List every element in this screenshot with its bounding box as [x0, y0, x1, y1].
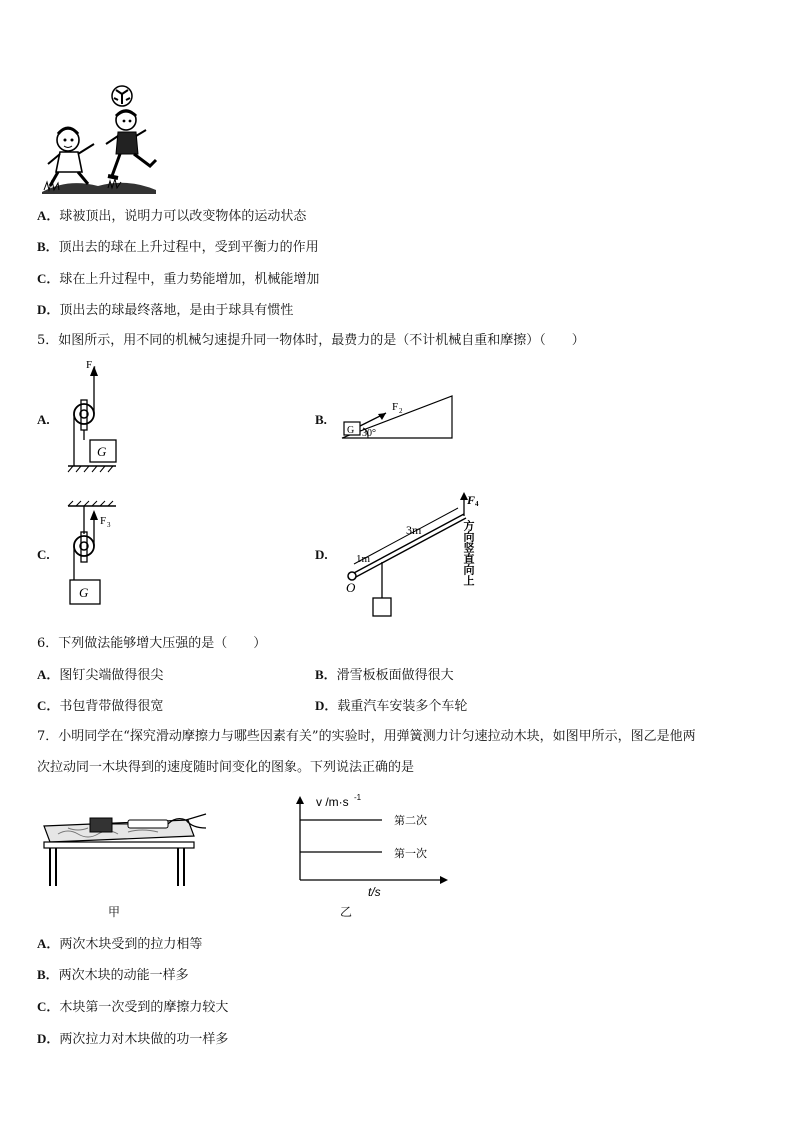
option-text: 两次拉力对木块做的功一样多	[59, 1032, 229, 1047]
force-direction-note: 方向竖直向上	[462, 520, 474, 586]
force-label: F	[467, 493, 476, 507]
q6-option-a	[37, 666, 163, 685]
q5-movable-pulley-figure	[64, 356, 122, 478]
graph-x-label: t/s	[368, 885, 381, 899]
short-arm-label: 1m	[356, 553, 371, 565]
q6-stem: 6．下列做法能够增大压强的是（ ）	[37, 636, 267, 651]
graph-y-label: v /m·s	[316, 795, 349, 809]
q7-option-b	[37, 966, 189, 985]
force-label: F	[86, 359, 93, 371]
option-label: C．	[37, 698, 60, 713]
q4-option-c	[37, 270, 319, 289]
option-text: 书包背带做得很宽	[59, 699, 164, 714]
q7-velocity-time-graph	[290, 788, 450, 900]
option-label: A．	[37, 208, 60, 223]
option-label: A．	[37, 936, 60, 951]
q5-option-b-label: B.	[315, 412, 327, 427]
force-label: F	[100, 515, 107, 527]
q7-option-a	[37, 935, 202, 954]
q5-fixed-pulley-figure	[64, 500, 122, 610]
option-label: B．	[37, 239, 59, 254]
q6-option-b	[315, 666, 454, 685]
weight-label: G	[347, 425, 355, 436]
q4-option-b	[37, 238, 319, 257]
option-label: D．	[315, 698, 338, 713]
q7-figure-a-caption: 甲	[108, 905, 121, 919]
q5-option-a-label: A.	[37, 412, 50, 427]
q6-option-d	[315, 697, 467, 716]
q6-option-c	[37, 697, 163, 716]
graph-y-label-exponent: -1	[354, 793, 362, 802]
q4-option-d	[37, 301, 293, 320]
q4-soccer-illustration	[38, 82, 160, 197]
q5-option-d-label: D.	[315, 547, 328, 562]
q4-option-a	[37, 207, 306, 226]
option-text: 球在上升过程中，重力势能增加，机械能增加	[59, 272, 320, 287]
q5-lever-figure	[340, 492, 485, 620]
angle-label: 30°	[362, 428, 376, 439]
q5-incline-figure	[338, 392, 458, 442]
weight-label: G	[79, 585, 89, 600]
graph-legend-second: 第二次	[394, 814, 427, 827]
q7-stem-line-2: 次拉动同一木块得到的速度随时间变化的图象。下列说法正确的是	[37, 760, 415, 775]
option-text: 顶出去的球最终落地，是由于球具有惯性	[59, 303, 294, 318]
pivot-label: O	[346, 580, 356, 595]
option-label: B．	[37, 967, 59, 982]
option-text: 图钉尖端做得很尖	[59, 668, 164, 683]
option-text: 木块第一次受到的摩擦力较大	[59, 1000, 229, 1015]
option-label: B．	[315, 667, 337, 682]
option-text: 两次木块的动能一样多	[58, 968, 189, 983]
option-text: 顶出去的球在上升过程中，受到平衡力的作用	[58, 240, 319, 255]
force-subscript: 4	[475, 500, 479, 508]
option-text: 滑雪板板面做得很大	[336, 668, 454, 683]
option-label: A．	[37, 667, 60, 682]
force-label: F	[392, 401, 399, 413]
q7-figure-b-caption: 乙	[340, 905, 353, 919]
q5-stem: 5．如图所示，用不同的机械匀速提升同一物体时，最费力的是（不计机械自重和摩擦）（ ）	[37, 333, 585, 348]
option-label: D．	[37, 302, 60, 317]
weight-label: G	[97, 444, 107, 459]
q7-spring-scale-figure	[38, 806, 212, 888]
force-subscript: 2	[399, 407, 403, 415]
q7-option-c	[37, 998, 228, 1017]
q5-option-c-label: C.	[37, 547, 50, 562]
force-subscript: 1	[93, 365, 97, 373]
q7-option-d	[37, 1030, 228, 1049]
option-text: 球被顶出，说明力可以改变物体的运动状态	[59, 209, 307, 224]
option-label: C．	[37, 271, 60, 286]
graph-legend-first: 第一次	[394, 847, 427, 860]
q7-stem-line-1: 7．小明同学在“探究滑动摩擦力与哪些因素有关”的实验时，用弹簧测力计匀速拉动木块，如图甲所示，图乙是他两	[37, 729, 696, 744]
option-label: D．	[37, 1031, 60, 1046]
option-label: C．	[37, 999, 60, 1014]
option-text: 两次木块受到的拉力相等	[59, 937, 203, 952]
long-arm-label: 3m	[406, 523, 422, 537]
option-text: 载重汽车安装多个车轮	[337, 699, 468, 714]
force-subscript: 3	[107, 521, 111, 529]
